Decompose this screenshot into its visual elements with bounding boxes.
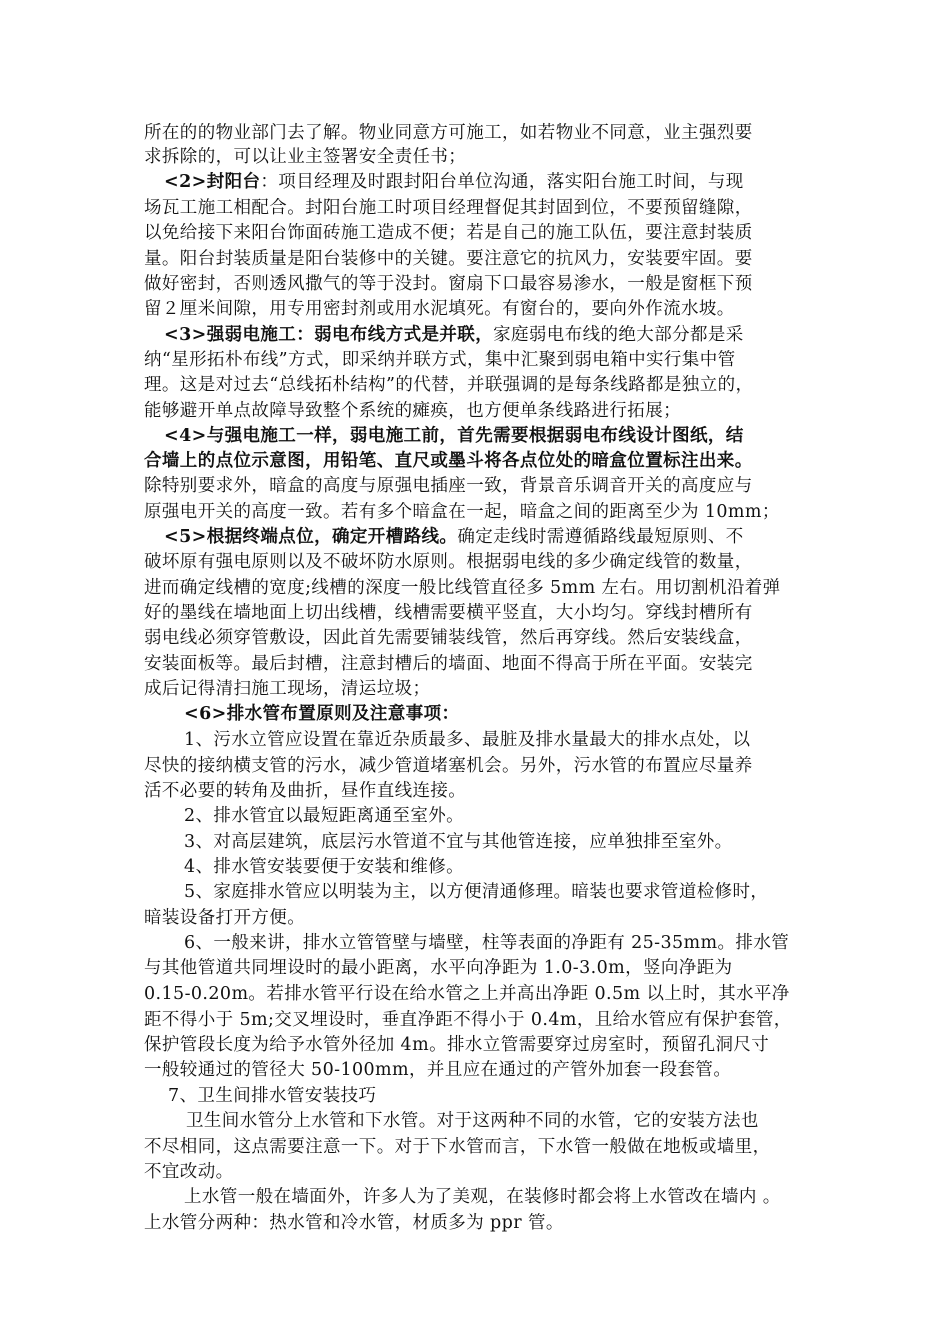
text-run: 尽快的接纳横支管的污水，减少管道堵塞机会。另外，污水管的布置应尽量养 <box>144 756 753 776</box>
text-run: 6、一般来讲，排水立管管壁与墙壁，柱等表面的净距有 25-35mm。排水管 <box>184 933 790 953</box>
text-line <box>144 779 466 803</box>
text-run: 纳“星形拓朴布线”方式，即采纳并联方式，集中汇聚到弱电箱中实行集中管 <box>144 350 736 370</box>
text-line <box>144 121 753 145</box>
bold-text-run: <5>根据终端点位，确定开槽路线。 <box>164 527 458 547</box>
text-run: 量。阳台封装质量是阳台装修中的关键。要注意它的抗风力，安装要牢固。要 <box>144 249 753 269</box>
text-run: 上水管一般在墙面外，许多人为了美观，在装修时都会将上水管改在墙内 。 <box>184 1187 781 1207</box>
text-line <box>144 754 753 778</box>
text-run: 2、排水管宜以最短距离通至室外。 <box>184 806 465 826</box>
text-line <box>144 196 753 220</box>
text-line <box>164 170 744 194</box>
text-line <box>144 626 753 650</box>
text-run: 除特别要求外，暗盒的高度与原强电插座一致，背景音乐调音开关的高度应与 <box>144 476 753 496</box>
text-line <box>184 880 768 904</box>
text-line <box>144 348 736 372</box>
text-line <box>144 1211 564 1235</box>
text-line <box>184 804 464 828</box>
text-run: 5、家庭排水管应以明装为主，以方便清通修理。暗装也要求管道检修时， <box>184 882 769 902</box>
text-line <box>144 652 753 676</box>
text-run: 原强电开关的高度一致。若有多个暗盒在一起，暗盒之间的距离至少为 10mm； <box>144 502 780 522</box>
text-run: 卫生间水管分上水管和下水管。对于这两种不同的水管，它的安装方法也 <box>186 1111 759 1131</box>
text-run: 家庭弱电布线的绝大部分都是采 <box>493 325 744 345</box>
text-run: 理。这是对过去“总线拓朴结构”的代替，并联强调的是每条线路都是独立的， <box>144 375 754 395</box>
text-line <box>144 576 781 600</box>
text-line <box>164 424 744 448</box>
text-run: 1、污水立管应设置在靠近杂质最多、最脏及排水量最大的排水点处，以 <box>184 730 751 750</box>
text-line <box>144 677 430 701</box>
text-run: 场瓦工施工相配合。封阳台施工时项目经理督促其封固到位，不要预留缝隙， <box>144 198 753 218</box>
text-run: ：项目经理及时跟封阳台单位沟通，落实阳台施工时间，与现 <box>260 172 744 192</box>
bold-text-run: <2>封阳台 <box>164 172 261 192</box>
text-line <box>144 449 753 473</box>
text-line <box>184 702 459 726</box>
text-run: 上水管分两种：热水管和冷水管，材质多为 ppr 管。 <box>144 1213 564 1233</box>
text-run: 确定走线时需遵循路线最短原则、不 <box>457 527 744 547</box>
text-run: 所在的的物业部门去了解。物业同意方可施工，如若物业不同意，业主强烈要 <box>144 123 753 143</box>
text-run: 活不必要的转角及曲折，昼作直线连接。 <box>144 781 467 801</box>
text-line <box>184 855 464 879</box>
text-line <box>184 728 750 752</box>
text-line <box>144 1008 792 1032</box>
text-line <box>186 1109 759 1133</box>
text-line <box>144 982 790 1006</box>
text-line <box>184 931 789 955</box>
text-run: 能够避开单点故障导致整个系统的瘫痪，也方便单条线路进行拓展； <box>144 401 681 421</box>
text-run: 以免给接下来阳台饰面砖施工造成不便；若是自己的施工队伍，要注意封装质 <box>144 223 753 243</box>
bold-text-run: <3>强弱电施工：弱电布线方式是并联， <box>164 325 494 345</box>
text-line <box>144 956 733 980</box>
text-line <box>144 272 753 296</box>
text-line <box>144 373 753 397</box>
text-run: 求拆除的，可以让业主签署安全责任书； <box>144 147 467 167</box>
text-run: 成后记得清扫施工现场，清运垃圾； <box>144 679 431 699</box>
text-run: 与其他管道共同埋设时的最小距离，水平向净距为 1.0-3.0m，竖向净距为 <box>144 958 733 978</box>
text-run: 进而确定线槽的宽度;线槽的深度一般比线管直径多 5mm 左右。用切割机沿着弹 <box>144 578 781 598</box>
text-line <box>144 1160 234 1184</box>
text-run: 破坏原有强电原则以及不破坏防水原则。根据弱电线的多少确定线管的数量， <box>144 552 753 572</box>
bold-text-run: <4>与强电施工一样，弱电施工前，首先需要根据弱电布线设计图纸，结 <box>164 426 744 446</box>
text-run: 7、卫生间排水管安装技巧 <box>168 1086 377 1106</box>
text-line <box>164 525 744 549</box>
text-line <box>144 601 753 625</box>
text-run: 一般较通过的管径大 50-100mm，并且应在通过的产管外加套一段套管。 <box>144 1060 732 1080</box>
text-run: 3、对高层建筑，底层污水管道不宜与其他管连接，应单独排至室外。 <box>184 832 733 852</box>
text-line <box>144 500 780 524</box>
text-run: 做好密封，否则透风撒气的等于没封。窗扇下口最容易渗水，一般是窗框下预 <box>144 274 753 294</box>
text-line <box>184 830 733 854</box>
text-run: 留２厘米间隙，用专用密封剂或用水泥填死。有窗台的，要向外作流水坡。 <box>144 299 735 319</box>
text-run: 距不得小于 5m;交叉埋设时，垂直净距不得小于 0.4m，且给水管应有保护套管， <box>144 1010 792 1030</box>
text-run: 不尽相同，这点需要注意一下。对于下水管而言，下水管一般做在地板或墙里， <box>144 1137 771 1157</box>
text-run: 暗装设备打开方便。 <box>144 908 306 928</box>
text-run: 好的墨线在墙地面上切出线槽，线槽需要横平竖直，大小均匀。穿线封槽所有 <box>144 603 753 623</box>
text-line <box>144 1135 771 1159</box>
text-line <box>144 247 753 271</box>
text-run: 保护管段长度为给予水管外径加 4m。排水立管需要穿过房室时，预留孔洞尺寸 <box>144 1035 770 1055</box>
text-line <box>144 1058 731 1082</box>
text-line <box>144 145 466 169</box>
text-line <box>144 474 753 498</box>
text-run: 弱电线必须穿管敷设，因此首先需要铺装线管，然后再穿线。然后安装线盒， <box>144 628 753 648</box>
bold-text-run: 合墙上的点位示意图，用铅笔、直尺或墨斗将各点位处的暗盒位置标注出来。 <box>144 451 753 471</box>
text-run: 安装面板等。最后封槽，注意封槽后的墙面、地面不得高于所在平面。安装完 <box>144 654 753 674</box>
text-line <box>144 297 735 321</box>
text-line <box>144 221 753 245</box>
text-run: 不宜改动。 <box>144 1162 234 1182</box>
text-line <box>168 1084 376 1108</box>
text-line <box>144 399 681 423</box>
text-run: 0.15-0.20m。若排水管平行设在给水管之上并高出净距 0.5m 以上时，其水平净 <box>144 984 790 1004</box>
text-line <box>144 906 305 930</box>
text-run: 4、排水管安装要便于安装和维修。 <box>184 857 465 877</box>
bold-text-run: <6>排水管布置原则及注意事项： <box>184 704 460 724</box>
text-line <box>144 550 753 574</box>
text-line <box>164 323 744 347</box>
text-line <box>184 1185 781 1209</box>
text-line <box>144 1033 769 1057</box>
